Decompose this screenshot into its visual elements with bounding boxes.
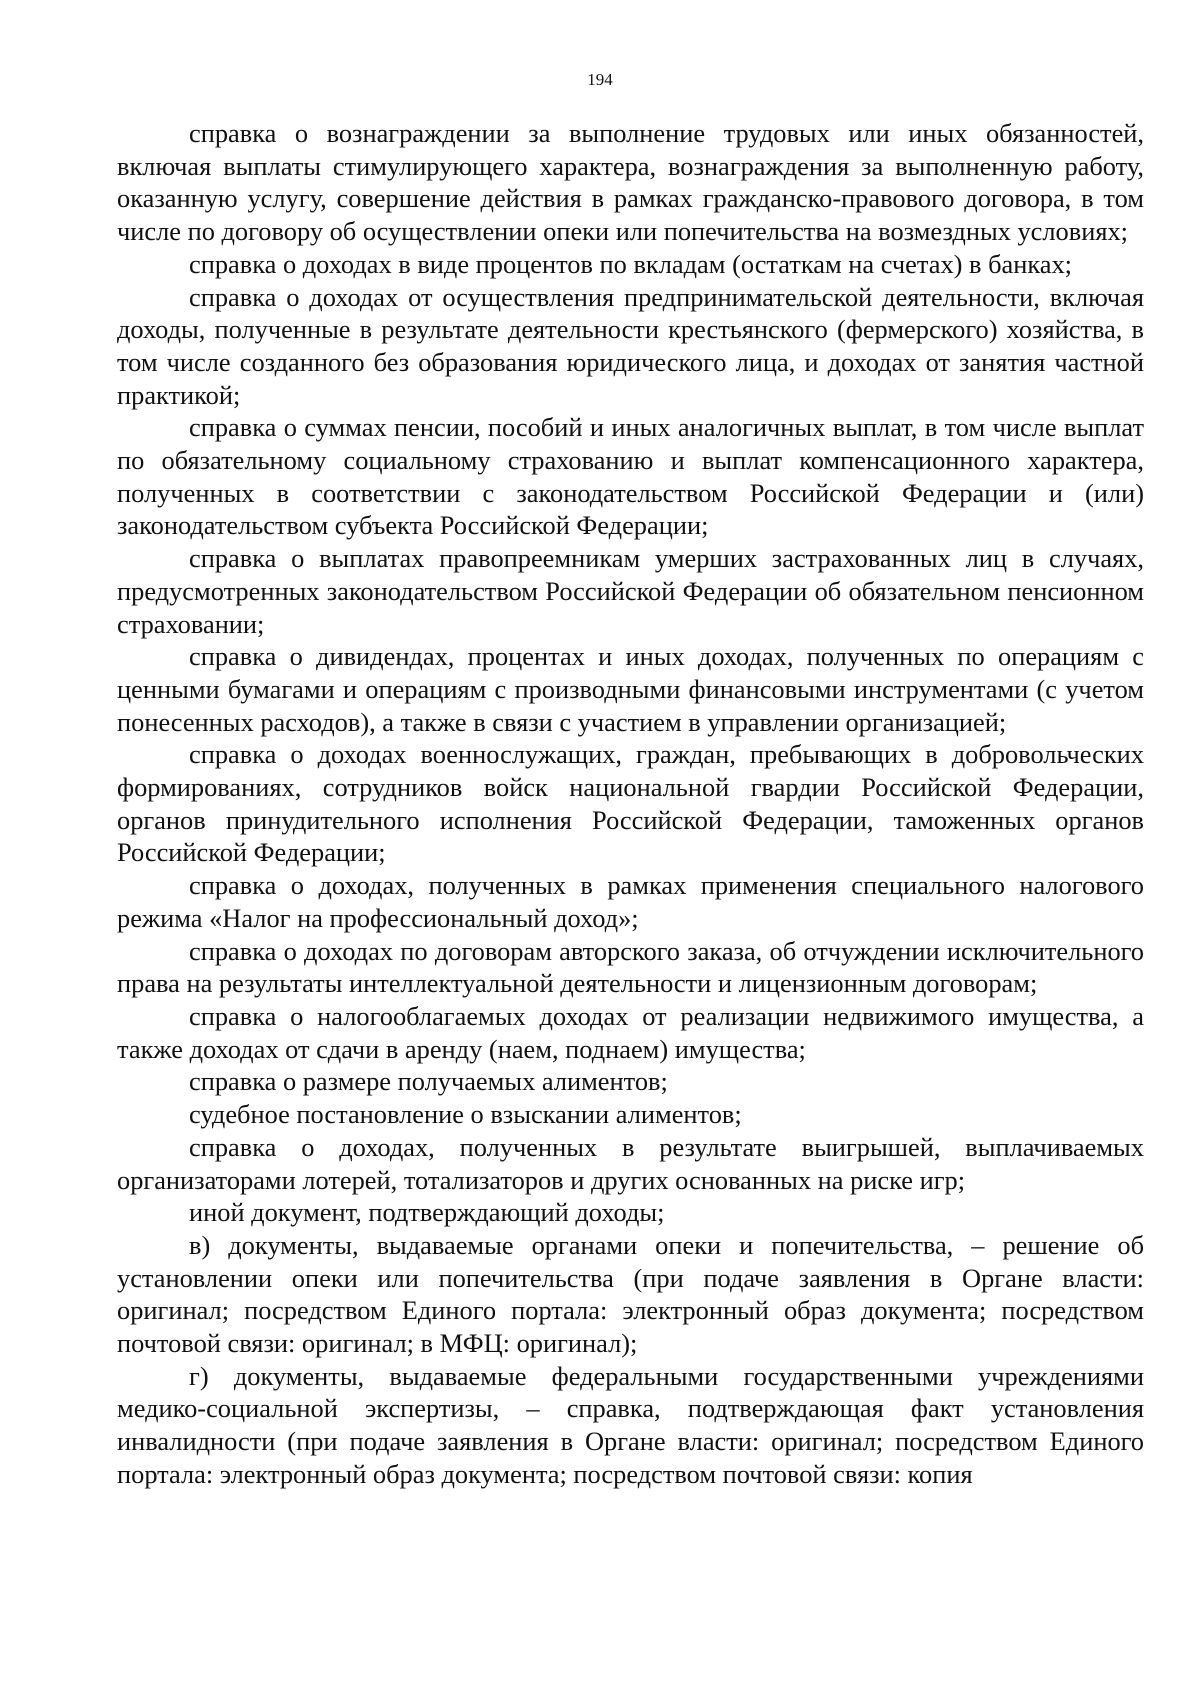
paragraph: справка о дивидендах, процентах и иных доходах, полученных по операциям с ценными бумагами и операциям с производными финансовыми инструментами (с учетом понесенных расходов), а также в связи с участием в управлении организацией; xyxy=(117,641,1144,737)
paragraph: справка о доходах в виде процентов по вкладам (остаткам на счетах) в банках; xyxy=(189,248,1073,279)
paragraph: г) документы, выдаваемые федеральными государственными учреждениями медико-социальной экспертизы, – справка, подтверждающая факт установления инвалидности (при подаче заявления в Органе власти: оригинал; посредством Единого портала: электронный образ документа; посредством почтовой связи: копия xyxy=(117,1360,1144,1489)
paragraph: справка о доходах по договорам авторского заказа, об отчуждении исключительного права на результаты интеллектуальной деятельности и лицензионным договорам; xyxy=(117,935,1144,999)
paragraph: справка о доходах, полученных в результате выигрышей, выплачиваемых организаторами лотерей, тотализаторов и других основанных на риске игр; xyxy=(117,1131,1144,1195)
paragraph: справка о налогооблагаемых доходах от реализации недвижимого имущества, а также доходах от сдачи в аренду (наем, поднаем) имущества; xyxy=(117,1000,1144,1064)
paragraph: иной документ, подтверждающий доходы; xyxy=(189,1197,665,1228)
page-number: 194 xyxy=(587,70,613,89)
paragraph: справка о доходах военнослужащих, граждан, пребывающих в добровольческих формированиях, сотрудников войск национальной гвардии Российской Федерации, органов принудительного исполнения Российской Федерации, таможенных органов Российской Федерации; xyxy=(117,739,1144,868)
paragraph: справка о доходах от осуществления предпринимательской деятельности, включая доходы, полученные в результате деятельности крестьянского (фермерского) хозяйства, в том числе созданного без образования юридического лица, и доходах от занятия частной практикой; xyxy=(117,281,1144,410)
paragraph: справка о размере получаемых алиментов; xyxy=(189,1066,668,1097)
paragraph: в) документы, выдаваемые органами опеки и попечительства, – решение об установлении опеки или попечительства (при подаче заявления в Органе власти: оригинал; посредством Единого портала: электронный образ документа; посредством почтовой связи: оригинал; в МФЦ: оригинал); xyxy=(117,1229,1144,1359)
paragraph: справка о вознаграждении за выполнение трудовых или иных обязанностей, включая выплаты стимулирующего характера, вознаграждения за выполненную работу, оказанную услугу, совершение действия в рамках гражданско-правового договора, в том числе по договору об осуществлении опеки или попечительства на возмездных условиях; xyxy=(117,118,1144,247)
paragraph: справка о выплатах правопреемникам умерших застрахованных лиц в случаях, предусмотренных законодательством Российской Федерации об обязательном пенсионном страховании; xyxy=(117,543,1144,639)
paragraph: справка о доходах, полученных в рамках применения специального налогового режима «Налог на профессиональный доход»; xyxy=(117,870,1144,933)
paragraph: справка о суммах пенсии, пособий и иных аналогичных выплат, в том числе выплат по обязательному социальному страхованию и выплат компенсационного характера, полученных в соответствии с законодательством Российской Федерации и (или) законодательством субъекта Российской Федерации; xyxy=(117,412,1144,541)
document-body xyxy=(117,117,1144,1491)
paragraph: судебное постановление о взыскании алиментов; xyxy=(189,1099,742,1130)
